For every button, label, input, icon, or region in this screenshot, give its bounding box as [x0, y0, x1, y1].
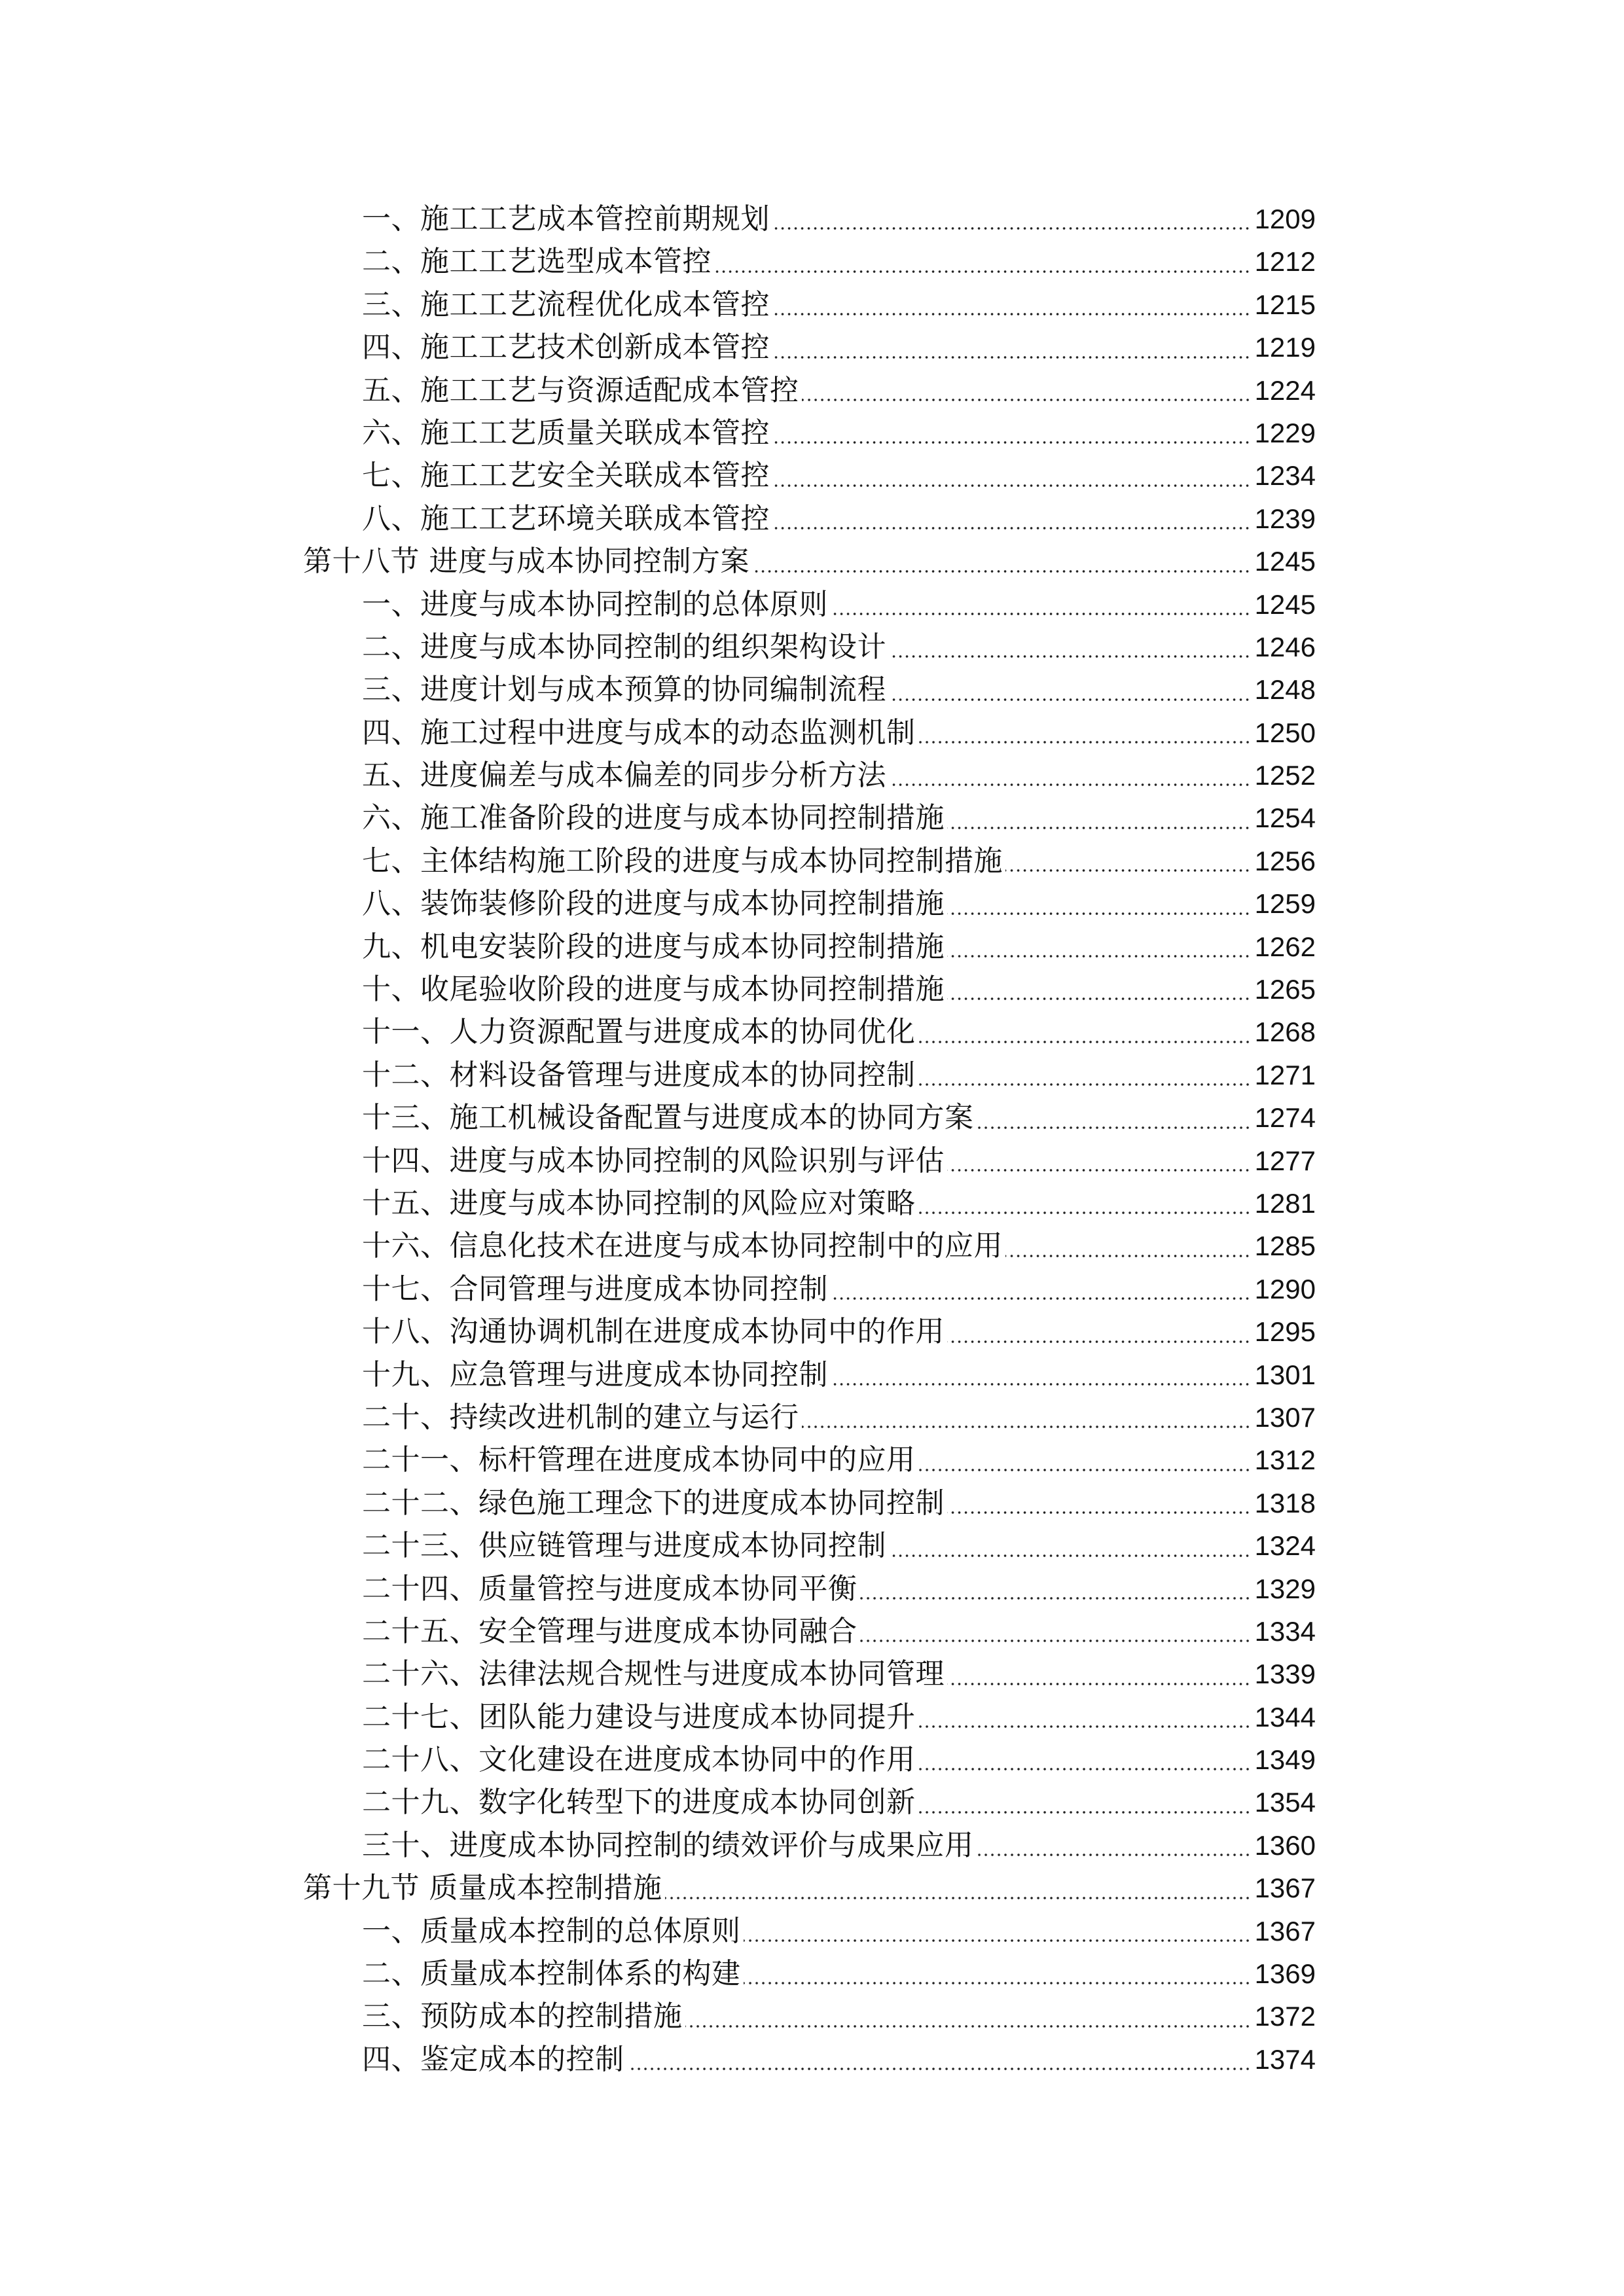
toc-dot-leader [947, 1169, 1251, 1172]
toc-entry-title: 二十八、文化建设在进度成本协同中的作用 [362, 1743, 916, 1777]
toc-entry-title: 七、主体结构施工阶段的进度与成本协同控制措施 [362, 844, 1003, 878]
toc-dot-leader [665, 1897, 1251, 1899]
toc-entry[interactable] [303, 1011, 1316, 1053]
toc-entry-title: 三、预防成本的控制措施 [362, 2000, 683, 2034]
toc-entry[interactable] [303, 497, 1316, 540]
table-of-contents [303, 198, 1316, 2081]
toc-entry[interactable] [303, 1439, 1316, 1481]
toc-entry-title: 一、进度与成本协同控制的总体原则 [362, 587, 828, 621]
toc-entry-page-number: 1245 [1254, 546, 1316, 577]
toc-dot-leader [860, 1640, 1251, 1642]
toc-entry[interactable] [303, 1054, 1316, 1096]
toc-entry-page-number: 1344 [1254, 1701, 1316, 1732]
toc-entry-page-number: 1239 [1254, 503, 1316, 534]
toc-entry-title: 十一、人力资源配置与进度成本的协同优化 [362, 1015, 916, 1049]
toc-entry-page-number: 1245 [1254, 588, 1316, 620]
toc-entry-page-number: 1212 [1254, 246, 1316, 278]
toc-entry-title: 四、鉴定成本的控制 [362, 2042, 624, 2076]
toc-section-heading[interactable] [303, 1867, 1316, 1909]
toc-entry[interactable] [303, 1139, 1316, 1182]
toc-entry-title: 六、施工准备阶段的进度与成本协同控制措施 [362, 801, 945, 835]
toc-entry-page-number: 1254 [1254, 802, 1316, 834]
toc-dot-leader [947, 997, 1251, 1000]
toc-entry[interactable] [303, 198, 1316, 240]
toc-entry[interactable] [303, 882, 1316, 925]
toc-entry-title: 二、进度与成本协同控制的组织架构设计 [362, 630, 886, 664]
toc-dot-leader [802, 1426, 1251, 1428]
toc-entry[interactable] [303, 668, 1316, 711]
toc-dot-leader [918, 741, 1251, 744]
toc-entry-page-number: 1234 [1254, 460, 1316, 492]
toc-entry-title: 三十、进度成本协同控制的绩效评价与成果应用 [362, 1828, 974, 1862]
toc-entry-title: 二十四、质量管控与进度成本协同平衡 [362, 1571, 857, 1605]
toc-entry-page-number: 1259 [1254, 888, 1316, 920]
toc-entry-page-number: 1369 [1254, 1958, 1316, 1990]
toc-entry-page-number: 1274 [1254, 1102, 1316, 1134]
toc-entry-page-number: 1215 [1254, 289, 1316, 320]
toc-entry[interactable] [303, 1524, 1316, 1567]
toc-entry-page-number: 1339 [1254, 1659, 1316, 1690]
toc-entry[interactable] [303, 1653, 1316, 1695]
toc-dot-leader [772, 527, 1251, 529]
toc-section-heading[interactable] [303, 540, 1316, 583]
toc-dot-leader [947, 1511, 1251, 1514]
toc-entry-title: 二十七、团队能力建设与进度成本协同提升 [362, 1700, 916, 1734]
toc-entry-title: 二十五、安全管理与进度成本协同融合 [362, 1614, 857, 1648]
toc-dot-leader [918, 1469, 1251, 1471]
toc-entry-page-number: 1277 [1254, 1145, 1316, 1176]
toc-entry[interactable] [303, 1995, 1316, 2037]
toc-entry-page-number: 1374 [1254, 2043, 1316, 2075]
toc-entry-page-number: 1219 [1254, 332, 1316, 363]
toc-entry[interactable] [303, 968, 1316, 1011]
toc-entry[interactable] [303, 1096, 1316, 1139]
toc-entry-title: 二十三、供应链管理与进度成本协同控制 [362, 1529, 886, 1563]
toc-entry-title: 第十九节 质量成本控制措施 [303, 1871, 662, 1905]
toc-entry[interactable] [303, 1310, 1316, 1353]
toc-entry[interactable] [303, 840, 1316, 882]
toc-entry-title: 九、机电安装阶段的进度与成本协同控制措施 [362, 929, 945, 963]
toc-entry[interactable] [303, 1824, 1316, 1867]
toc-entry-title: 二十、持续改进机制的建立与运行 [362, 1400, 799, 1434]
toc-entry[interactable] [303, 1738, 1316, 1781]
toc-entry-page-number: 1256 [1254, 845, 1316, 876]
toc-entry-page-number: 1367 [1254, 1915, 1316, 1946]
toc-entry[interactable] [303, 2038, 1316, 2081]
toc-entry-title: 十五、进度与成本协同控制的风险应对策略 [362, 1186, 916, 1220]
toc-dot-leader [802, 399, 1251, 401]
toc-entry[interactable] [303, 1225, 1316, 1267]
toc-entry-title: 五、施工工艺与资源适配成本管控 [362, 373, 799, 407]
toc-dot-leader [772, 484, 1251, 487]
toc-dot-leader [918, 1725, 1251, 1728]
toc-entry[interactable] [303, 754, 1316, 797]
toc-dot-leader [860, 1597, 1251, 1600]
toc-dot-leader [947, 912, 1251, 915]
toc-entry-page-number: 1349 [1254, 1744, 1316, 1776]
toc-entry-title: 八、装饰装修阶段的进度与成本协同控制措施 [362, 887, 945, 921]
toc-entry-page-number: 1229 [1254, 417, 1316, 448]
toc-dot-leader [714, 270, 1251, 273]
toc-entry-title: 二、施工工艺选型成本管控 [362, 245, 712, 279]
toc-dot-leader [831, 613, 1251, 615]
toc-entry-title: 二十二、绿色施工理念下的进度成本协同控制 [362, 1486, 945, 1520]
toc-entry[interactable] [303, 1910, 1316, 1952]
toc-entry-title: 十九、应急管理与进度成本协同控制 [362, 1357, 828, 1391]
toc-dot-leader [752, 570, 1251, 573]
toc-entry-title: 一、施工工艺成本管控前期规划 [362, 202, 770, 236]
toc-entry-page-number: 1367 [1254, 1873, 1316, 1904]
toc-entry-title: 二十九、数字化转型下的进度成本协同创新 [362, 1785, 916, 1820]
toc-entry[interactable] [303, 711, 1316, 754]
toc-entry-title: 二、质量成本控制体系的构建 [362, 1957, 741, 1991]
toc-entry-title: 二十六、法律法规合规性与进度成本协同管理 [362, 1657, 945, 1691]
toc-dot-leader [947, 1340, 1251, 1343]
toc-entry-title: 四、施工工艺技术创新成本管控 [362, 331, 770, 365]
toc-entry-page-number: 1265 [1254, 974, 1316, 1005]
toc-entry[interactable] [303, 583, 1316, 626]
toc-entry-page-number: 1285 [1254, 1230, 1316, 1262]
toc-dot-leader [947, 827, 1251, 829]
toc-entry-page-number: 1295 [1254, 1316, 1316, 1348]
toc-dot-leader [889, 1554, 1251, 1557]
toc-entry-page-number: 1290 [1254, 1273, 1316, 1304]
toc-dot-leader [627, 2068, 1251, 2070]
toc-dot-leader [772, 227, 1251, 230]
toc-entry-title: 六、施工工艺质量关联成本管控 [362, 416, 770, 450]
toc-entry-title: 第十八节 进度与成本协同控制方案 [303, 545, 749, 579]
toc-dot-leader [772, 313, 1251, 315]
toc-dot-leader [1005, 1255, 1251, 1257]
toc-entry[interactable] [303, 1568, 1316, 1610]
toc-entry[interactable] [303, 283, 1316, 326]
toc-entry[interactable] [303, 412, 1316, 454]
toc-entry-title: 二十一、标杆管理在进度成本协同中的应用 [362, 1443, 916, 1477]
toc-entry[interactable] [303, 1696, 1316, 1738]
toc-entry-title: 三、施工工艺流程优化成本管控 [362, 287, 770, 321]
toc-entry-title: 十四、进度与成本协同控制的风险识别与评估 [362, 1143, 945, 1177]
toc-entry-page-number: 1224 [1254, 374, 1316, 406]
toc-dot-leader [831, 1383, 1251, 1386]
toc-entry-page-number: 1268 [1254, 1016, 1316, 1048]
toc-entry-page-number: 1329 [1254, 1573, 1316, 1604]
toc-entry-page-number: 1360 [1254, 1829, 1316, 1861]
toc-entry-page-number: 1262 [1254, 931, 1316, 962]
toc-entry-title: 四、施工过程中进度与成本的动态监测机制 [362, 715, 916, 749]
toc-entry[interactable] [303, 1610, 1316, 1653]
toc-entry[interactable] [303, 1952, 1316, 1995]
toc-dot-leader [918, 1041, 1251, 1043]
toc-entry-page-number: 1312 [1254, 1444, 1316, 1476]
toc-dot-leader [918, 1811, 1251, 1814]
toc-entry[interactable] [303, 1781, 1316, 1823]
toc-dot-leader [918, 1768, 1251, 1770]
toc-dot-leader [947, 955, 1251, 958]
toc-entry-title: 七、施工工艺安全关联成本管控 [362, 459, 770, 493]
toc-dot-leader [889, 655, 1251, 658]
toc-dot-leader [772, 356, 1251, 359]
toc-entry-page-number: 1318 [1254, 1487, 1316, 1518]
toc-entry[interactable] [303, 1396, 1316, 1439]
toc-entry[interactable] [303, 1354, 1316, 1396]
toc-dot-leader [685, 2025, 1251, 2028]
toc-entry-title: 十、收尾验收阶段的进度与成本协同控制措施 [362, 973, 945, 1007]
toc-dot-leader [889, 783, 1251, 786]
toc-dot-leader [1005, 869, 1251, 872]
toc-entry-page-number: 1281 [1254, 1187, 1316, 1219]
toc-entry-title: 十六、信息化技术在进度与成本协同控制中的应用 [362, 1229, 1003, 1263]
toc-dot-leader [977, 1126, 1251, 1129]
toc-entry-page-number: 1324 [1254, 1530, 1316, 1562]
toc-entry-title: 十二、材料设备管理与进度成本的协同控制 [362, 1058, 916, 1092]
toc-entry[interactable] [303, 925, 1316, 968]
toc-entry[interactable] [303, 240, 1316, 283]
toc-entry-title: 十八、沟通协调机制在进度成本协同中的作用 [362, 1315, 945, 1349]
toc-entry[interactable] [303, 326, 1316, 368]
toc-entry[interactable] [303, 369, 1316, 412]
toc-dot-leader [947, 1683, 1251, 1685]
toc-entry[interactable] [303, 1268, 1316, 1310]
toc-entry-page-number: 1252 [1254, 760, 1316, 791]
toc-entry-title: 十七、合同管理与进度成本协同控制 [362, 1272, 828, 1306]
toc-entry[interactable] [303, 1482, 1316, 1524]
toc-entry-title: 五、进度偏差与成本偏差的同步分析方法 [362, 759, 886, 793]
toc-entry-title: 八、施工工艺环境关联成本管控 [362, 501, 770, 535]
toc-entry-page-number: 1301 [1254, 1359, 1316, 1390]
toc-entry-title: 十三、施工机械设备配置与进度成本的协同方案 [362, 1101, 974, 1135]
toc-entry[interactable] [303, 454, 1316, 497]
toc-entry[interactable] [303, 626, 1316, 668]
toc-entry-page-number: 1307 [1254, 1401, 1316, 1433]
toc-dot-leader [772, 441, 1251, 444]
toc-entry-page-number: 1372 [1254, 2001, 1316, 2032]
toc-entry-page-number: 1250 [1254, 717, 1316, 748]
toc-entry[interactable] [303, 797, 1316, 839]
toc-entry-page-number: 1334 [1254, 1615, 1316, 1647]
toc-entry[interactable] [303, 1182, 1316, 1225]
toc-dot-leader [744, 1982, 1251, 1984]
toc-entry-page-number: 1271 [1254, 1059, 1316, 1090]
toc-dot-leader [831, 1297, 1251, 1300]
toc-entry-title: 一、质量成本控制的总体原则 [362, 1914, 741, 1948]
toc-entry-page-number: 1354 [1254, 1787, 1316, 1818]
toc-entry-page-number: 1248 [1254, 674, 1316, 706]
toc-dot-leader [977, 1854, 1251, 1856]
toc-dot-leader [889, 698, 1251, 701]
toc-dot-leader [918, 1083, 1251, 1086]
toc-entry-page-number: 1246 [1254, 631, 1316, 662]
toc-entry-page-number: 1209 [1254, 204, 1316, 234]
toc-dot-leader [744, 1939, 1251, 1942]
toc-dot-leader [918, 1211, 1251, 1214]
toc-entry-title: 三、进度计划与成本预算的协同编制流程 [362, 673, 886, 707]
